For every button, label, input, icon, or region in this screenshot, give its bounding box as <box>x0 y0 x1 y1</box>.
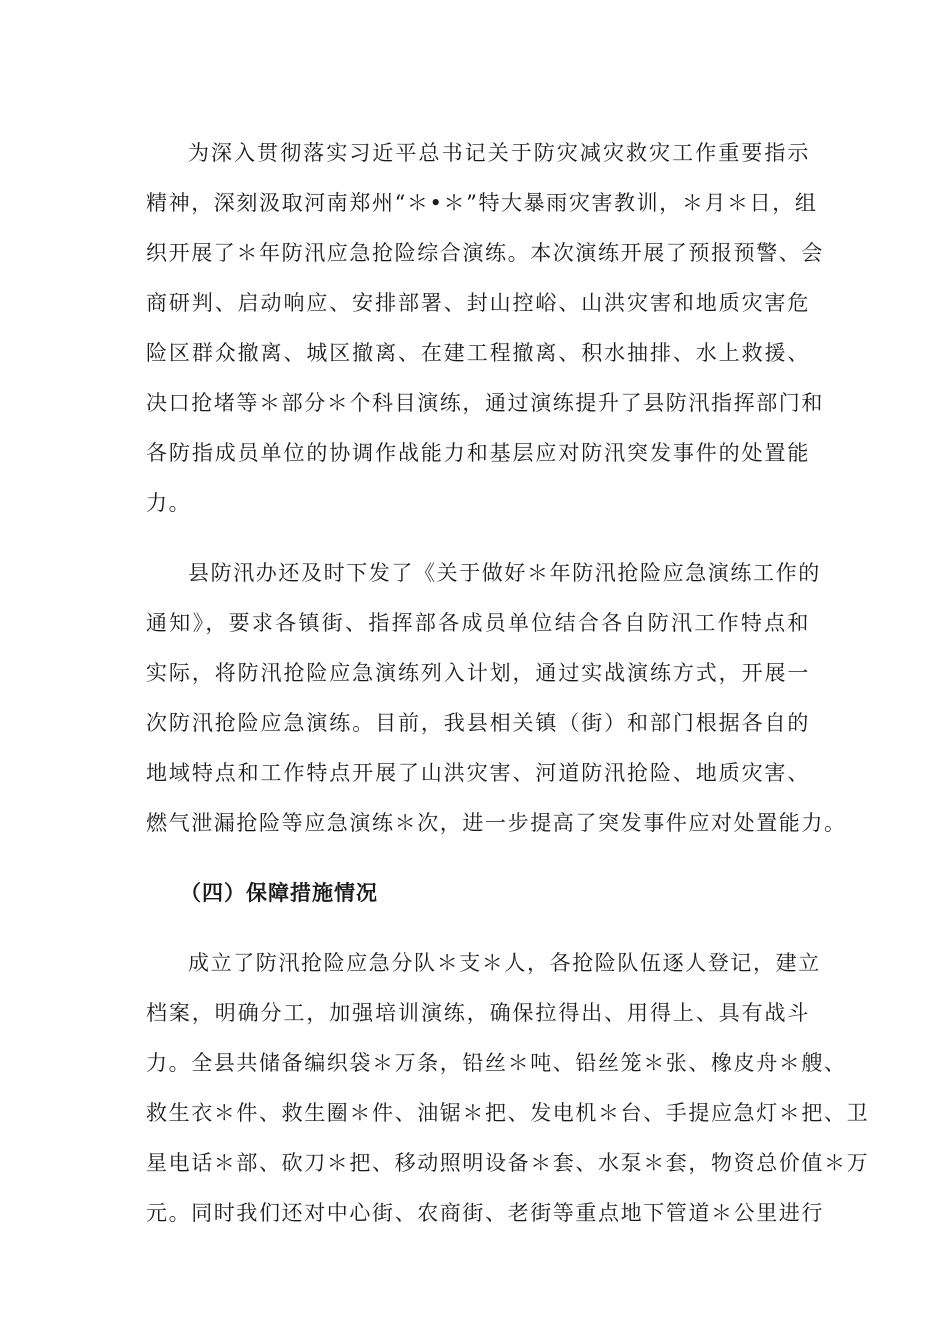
paragraph-line: 次防汛抢险应急演练。目前，我县相关镇（街）和部门根据各自的 <box>146 711 810 735</box>
paragraph-line: 救生衣＊件、救生圈＊件、油锯＊把、发电机＊台、手提应急灯＊把、卫 <box>146 1101 870 1125</box>
paragraph-line: 力。 <box>146 491 192 515</box>
paragraph-line: 决口抢堵等＊部分＊个科目演练，通过演练提升了县防汛指挥部门和 <box>146 391 824 415</box>
paragraph-line: 通知》，要求各镇街、指挥部各成员单位结合各自防汛工作特点和 <box>146 611 810 635</box>
paragraph-spacer <box>146 848 810 868</box>
paragraph-line: 织开展了＊年防汛应急抢险综合演练。本次演练开展了预报预警、会 <box>146 241 824 265</box>
paragraph-2 <box>146 548 847 848</box>
paragraph-line: 各防指成员单位的协调作战能力和基层应对防汛突发事件的处置能 <box>146 441 810 465</box>
paragraph-line: 星电话＊部、砍刀＊把、移动照明设备＊套、水泵＊套，物资总价值＊万 <box>146 1151 870 1175</box>
paragraph-spacer <box>146 918 810 938</box>
section-heading: （四）保障措施情况 <box>180 881 378 905</box>
paragraph-1 <box>146 128 824 528</box>
paragraph-line: 实际，将防汛抢险应急演练列入计划，通过实战演练方式，开展一 <box>146 661 810 685</box>
paragraph-line: 元。同时我们还对中心街、农商街、老街等重点地下管道＊公里进行 <box>146 1201 824 1225</box>
paragraph-line: 成立了防汛抢险应急分队＊支＊人，各抢险队伍逐人登记，建立 <box>188 951 821 975</box>
paragraph-line: 险区群众撤离、城区撤离、在建工程撤离、积水抽排、水上救援、 <box>146 341 810 365</box>
paragraph-line: 为深入贯彻落实习近平总书记关于防灾减灾救灾工作重要指示 <box>188 141 810 165</box>
paragraph-line: 精神，深刻汲取河南郑州“＊•＊”特大暴雨灾害教训，＊月＊日，组 <box>146 191 818 215</box>
paragraph-line: 县防汛办还及时下发了《关于做好＊年防汛抢险应急演练工作的 <box>188 561 821 585</box>
document-body <box>146 128 870 1238</box>
paragraph-spacer <box>146 528 810 548</box>
paragraph-line: 燃气泄漏抢险等应急演练＊次，进一步提高了突发事件应对处置能力。 <box>146 811 847 835</box>
paragraph-line: 地域特点和工作特点开展了山洪灾害、河道防汛抢险、地质灾害、 <box>146 761 810 785</box>
paragraph-3 <box>146 938 870 1238</box>
paragraph-line: 档案，明确分工，加强培训演练，确保拉得出、用得上、具有战斗 <box>146 1001 810 1025</box>
paragraph-line: 商研判、启动响应、安排部署、封山控峪、山洪灾害和地质灾害危 <box>146 291 810 315</box>
paragraph-line: 力。全县共储备编织袋＊万条，铅丝＊吨、铅丝笼＊张、橡皮舟＊艘、 <box>146 1051 847 1075</box>
